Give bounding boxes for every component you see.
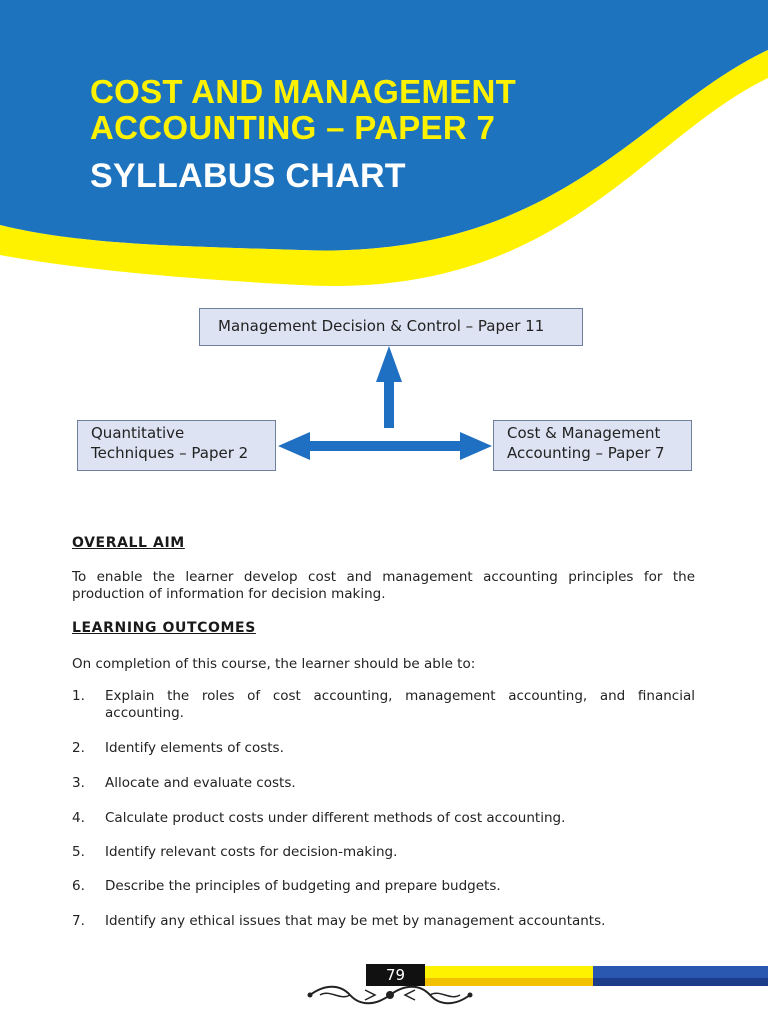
- document-subtitle: SYLLABUS CHART: [90, 157, 406, 195]
- diagram-box-paper-7-line-2: Accounting – Paper 7: [507, 444, 665, 462]
- list-item-number: 6.: [72, 878, 85, 894]
- list-item: [72, 878, 695, 895]
- list-item-number: 1.: [72, 688, 85, 704]
- list-item-text: Allocate and evaluate costs.: [105, 775, 296, 791]
- diagram-box-paper-11: [199, 308, 583, 346]
- overall-aim-heading: OVERALL AIM: [72, 535, 185, 551]
- arrow-up-icon: [376, 346, 402, 428]
- document-title-line-2: ACCOUNTING – PAPER 7: [90, 109, 496, 146]
- list-item-text: Identify any ethical issues that may be met by management accountants.: [105, 913, 606, 929]
- diagram-box-paper-11-label: Management Decision & Control – Paper 11: [218, 317, 545, 335]
- page-number: 79: [366, 964, 425, 986]
- list-item-number: 2.: [72, 740, 85, 756]
- list-item: [72, 688, 695, 722]
- list-item-text: Identify relevant costs for decision-making.: [105, 844, 398, 860]
- header-wave-background: [0, 0, 768, 300]
- list-item-number: 4.: [72, 810, 85, 826]
- list-item-text: Describe the principles of budgeting and prepare budgets.: [105, 878, 501, 894]
- diagram-box-paper-2-line-1: Quantitative: [91, 424, 185, 442]
- list-item-number: 3.: [72, 775, 85, 791]
- list-item: [72, 810, 695, 827]
- list-item-number: 5.: [72, 844, 85, 860]
- learning-outcomes-intro: On completion of this course, the learner should be able to:: [72, 656, 476, 672]
- scroll-ornament-icon: [305, 984, 475, 1006]
- list-item: [72, 844, 695, 861]
- list-item-text: Calculate product costs under different methods of cost accounting.: [105, 810, 566, 826]
- diagram-box-paper-7: [493, 420, 692, 471]
- list-item-number: 7.: [72, 913, 85, 929]
- list-item: [72, 913, 695, 930]
- list-item-text: Explain the roles of cost accounting, management accounting, and financial accounting.: [105, 688, 695, 721]
- document-title-line-1: COST AND MANAGEMENT: [90, 73, 517, 110]
- diagram-box-paper-7-line-1: Cost & Management: [507, 424, 661, 442]
- learning-outcomes-heading: LEARNING OUTCOMES: [72, 620, 256, 636]
- diagram-box-paper-2-line-2: Techniques – Paper 2: [91, 444, 249, 462]
- list-item: [72, 775, 695, 792]
- list-item: [72, 740, 695, 757]
- arrow-left-right-icon: [278, 432, 492, 460]
- overall-aim-text: To enable the learner develop cost and management accounting principles for the production of information for decision making.: [72, 569, 695, 602]
- footer-navy-stripe: [593, 978, 768, 986]
- list-item-text: Identify elements of costs.: [105, 740, 284, 756]
- diagram-box-paper-2: [77, 420, 276, 471]
